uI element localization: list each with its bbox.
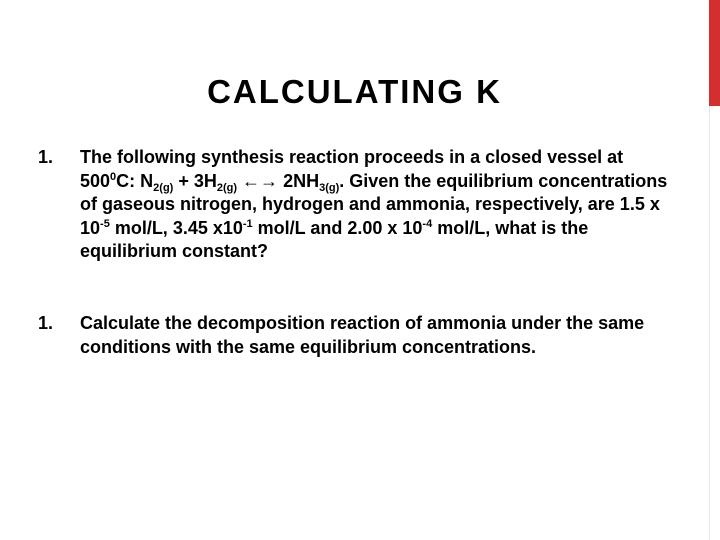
equilibrium-arrow-icon: ←→ bbox=[237, 170, 284, 191]
question-number: 1. bbox=[38, 313, 54, 333]
question-text: The following synthesis reaction proceeds in a closed vessel at $500^0C$: $N_{2(g)} + 3H_{2(g)}$ ←→ $2NH_{3(g)}$. Given the equilibrium concentrations of gaseous nitrogen, hydrogen and ammonia, respectively, are 1.5 x $10^{-5}$ mol/L, 3.45 $x10^{-1}$ mol/L and 2.00 x $10^{-4}$ mol/L, what is the equilibrium constant? bbox=[80, 147, 668, 261]
question-text: Calculate the decomposition reaction of ammonia under the same conditions with the same equilibrium concentrations. bbox=[80, 313, 645, 357]
accent-divider bbox=[709, 106, 710, 540]
question-item bbox=[38, 146, 678, 264]
slide-title: CALCULATING K bbox=[207, 73, 502, 110]
question-number: 1. bbox=[38, 147, 54, 167]
accent-bar bbox=[709, 0, 720, 106]
question-item bbox=[38, 312, 678, 359]
